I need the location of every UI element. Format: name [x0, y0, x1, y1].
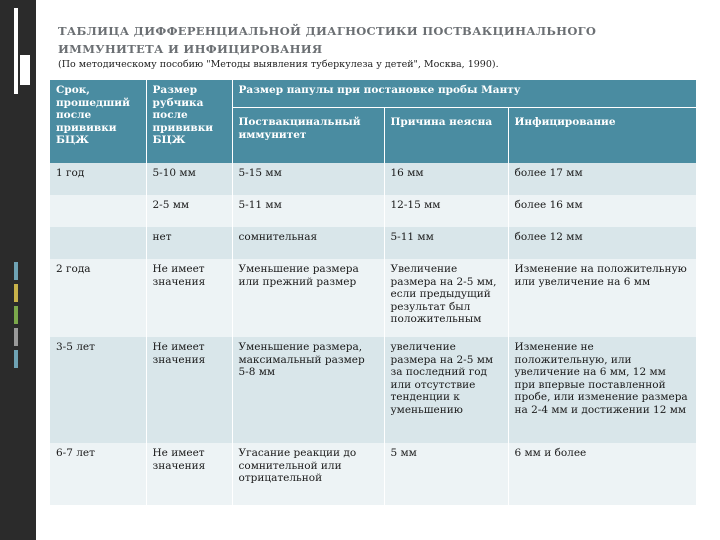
header-unclear-cause: Причина неясна [384, 108, 508, 164]
cell-infection: Изменение на положительную или увеличение на 6 мм [508, 259, 696, 337]
cell-immunity: 5-11 мм [232, 195, 384, 227]
cell-unclear: 5-11 мм [384, 227, 508, 259]
cell-unclear: Увеличение размера на 2-5 мм, если предыдущий результат был положительным [384, 259, 508, 337]
cell-term: 6-7 лет [50, 443, 146, 505]
cell-scar: Не имеет значения [146, 443, 232, 505]
cell-unclear: 5 мм [384, 443, 508, 505]
cell-immunity: 5-15 мм [232, 163, 384, 195]
table-row [50, 195, 696, 227]
cell-infection: более 12 мм [508, 227, 696, 259]
decor-square [14, 284, 18, 302]
decor-bar [20, 55, 30, 85]
cell-immunity: сомнительная [232, 227, 384, 259]
cell-immunity: Уменьшение размера, максимальный размер 5-8 мм [232, 337, 384, 443]
cell-infection: Изменение не положительную, или увеличение на 6 мм, 12 мм при впервые поставленной пробе, или изменение размера на 2-4 мм и достижении 12 мм [508, 337, 696, 443]
table-row [50, 443, 696, 505]
cell-immunity: Угасание реакции до сомнительной или отрицательной [232, 443, 384, 505]
decor-square [14, 328, 18, 346]
cell-term [50, 195, 146, 227]
table-row [50, 163, 696, 195]
table-row [50, 337, 696, 443]
cell-scar: нет [146, 227, 232, 259]
cell-term: 1 год [50, 163, 146, 195]
header-papule-size: Размер папулы при постановке пробы Манту [232, 80, 696, 108]
diagnostic-table [50, 80, 697, 505]
page-title: ТАБЛИЦА ДИФФЕРЕНЦИАЛЬНОЙ ДИАГНОСТИКИ ПОСТВАКЦИНАЛЬНОГО ИММУНИТЕТА И ИНФИЦИРОВАНИЯ [58, 24, 597, 56]
table-row [50, 259, 696, 337]
cell-unclear: увеличение размера на 2-5 мм за последний год или отсутствие тенденции к уменьшению [384, 337, 508, 443]
cell-scar: Не имеет значения [146, 337, 232, 443]
header-scar-size: Размер рубчика после прививки БЦЖ [146, 80, 232, 163]
header-infection: Инфицирование [508, 108, 696, 164]
page-subtitle: (По методическому пособию "Методы выявления туберкулеза у детей", Москва, 1990). [58, 59, 499, 70]
decor-square [14, 350, 18, 368]
decor-square [14, 306, 18, 324]
cell-infection: 6 мм и более [508, 443, 696, 505]
cell-scar: Не имеет значения [146, 259, 232, 337]
cell-term [50, 227, 146, 259]
header-term: Срок, прошедший после прививки БЦЖ [50, 80, 146, 163]
decor-bar [14, 8, 18, 94]
left-frame [0, 0, 36, 540]
cell-term: 2 года [50, 259, 146, 337]
decor-square [14, 262, 18, 280]
cell-immunity: Уменьшение размера или прежний размер [232, 259, 384, 337]
cell-infection: более 17 мм [508, 163, 696, 195]
cell-unclear: 12-15 мм [384, 195, 508, 227]
cell-scar: 5-10 мм [146, 163, 232, 195]
cell-unclear: 16 мм [384, 163, 508, 195]
cell-scar: 2-5 мм [146, 195, 232, 227]
header-postvaccinal-immunity: Поствакцинальный иммунитет [232, 108, 384, 164]
table-row [50, 227, 696, 259]
cell-infection: более 16 мм [508, 195, 696, 227]
cell-term: 3-5 лет [50, 337, 146, 443]
